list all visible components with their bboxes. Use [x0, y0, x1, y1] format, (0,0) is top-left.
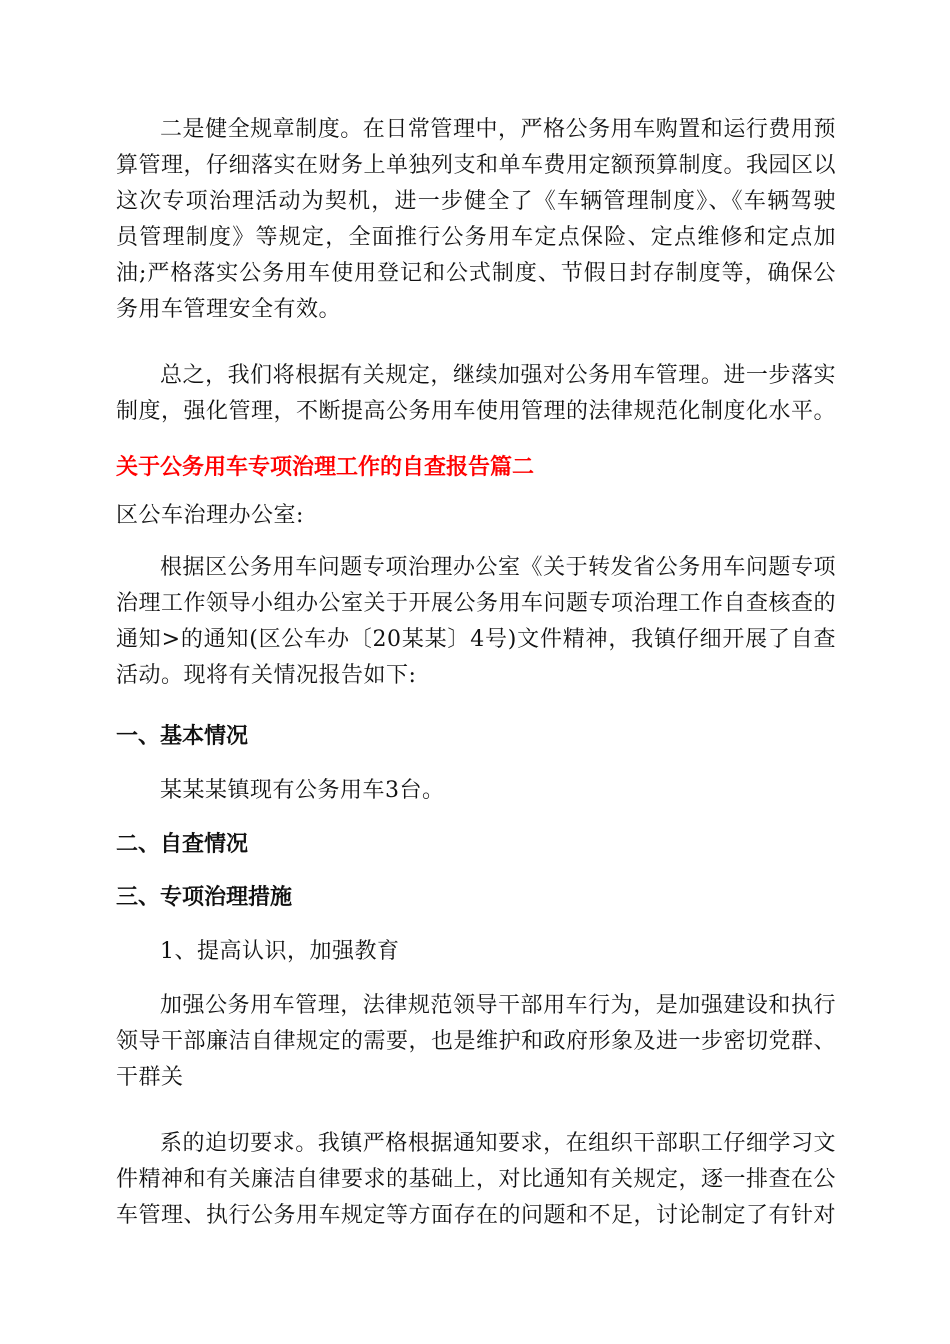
salutation: 区公车治理办公室: [116, 503, 304, 528]
section-heading-basic-situation: 一、基本情况 [116, 724, 249, 749]
paragraph-strengthen-management: 加强公务用车管理，法律规范领导干部用车行为，是加强建设和执行领导干部廉洁自律规定的需要，也是维护和政府形象及进一步密切党群、干群关 [116, 993, 837, 1090]
paragraph-rules-system: 二是健全规章制度。在日常管理中，严格公务用车购置和运行费用预算管理，仔细落实在财务上单独列支和单车费用定额预算制度。我园区以这次专项治理活动为契机，进一步健全了《车辆管理制度》、《车辆驾驶员管理制度》等规定，全面推行公务用车定点保险、定点维修和定点加油;严格落实公务用车使用登记和公式制度、节假日封存制度等，确保公务用车管理安全有效。 [116, 117, 837, 322]
section-heading-governance-measures: 三、专项治理措施 [116, 885, 293, 910]
paragraph-vehicle-count: 某某某镇现有公务用车3台。 [160, 778, 445, 803]
subheading-awareness-education: 1、提高认识，加强教育 [160, 939, 400, 964]
report-title-part-two: 关于公务用车专项治理工作的自查报告篇二 [116, 455, 535, 480]
paragraph-introduction: 根据区公务用车问题专项治理办公室《关于转发省公务用车问题专项治理工作领导小组办公室关于开展公务用车问题专项治理工作自查核查的通知>的通知(区公车办〔20某某〕4号)文件精神，我镇仔细开展了自查活动。现将有关情况报告如下: [116, 555, 837, 688]
section-heading-self-inspection: 二、自查情况 [116, 832, 249, 857]
paragraph-conclusion: 总之，我们将根据有关规定，继续加强对公务用车管理。进一步落实制度，强化管理，不断提高公务用车使用管理的法律规范化制度化水平。 [116, 363, 837, 424]
paragraph-urgent-requirement: 系的迫切要求。我镇严格根据通知要求，在组织干部职工仔细学习文件精神和有关廉洁自律要求的基础上，对比通知有关规定，逐一排查在公车管理、执行公务用车规定等方面存在的问题和不足，讨论制定了有针对 [116, 1131, 837, 1228]
